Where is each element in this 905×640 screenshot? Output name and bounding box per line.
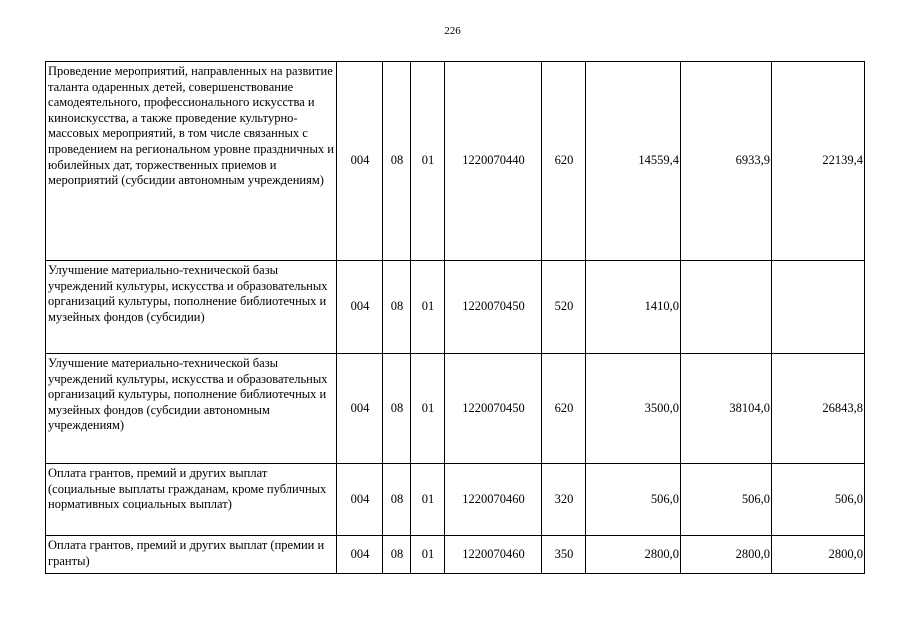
subsection-code: 01	[411, 62, 445, 261]
amount-year-1: 14559,4	[586, 62, 681, 261]
section-code: 08	[383, 464, 411, 536]
amount-year-2: 2800,0	[681, 536, 772, 574]
ministry-code: 004	[337, 354, 383, 464]
budget-table	[45, 61, 865, 574]
section-code: 08	[383, 62, 411, 261]
subsection-code: 01	[411, 536, 445, 574]
ministry-code: 004	[337, 261, 383, 354]
subsection-code: 01	[411, 261, 445, 354]
amount-year-1: 1410,0	[586, 261, 681, 354]
expense-name: Улучшение материально-технической базы учреждений культуры, искусства и образовательных организаций культуры, пополнение библиотечных и музейных фондов (субсидии)	[46, 261, 337, 354]
expense-type-code: 520	[542, 261, 586, 354]
amount-year-2: 38104,0	[681, 354, 772, 464]
section-code: 08	[383, 536, 411, 574]
amount-year-1: 2800,0	[586, 536, 681, 574]
table-row	[46, 62, 865, 261]
table-row	[46, 261, 865, 354]
expense-name: Улучшение материально-технической базы учреждений культуры, искусства и образовательных организаций культуры, пополнение библиотечных и музейных фондов (субсидии автономным учреждениям)	[46, 354, 337, 464]
amount-year-1: 3500,0	[586, 354, 681, 464]
amount-year-2	[681, 261, 772, 354]
subsection-code: 01	[411, 354, 445, 464]
ministry-code: 004	[337, 464, 383, 536]
expense-name: Оплата грантов, премий и других выплат (социальные выплаты гражданам, кроме публичных нормативных социальных выплат)	[46, 464, 337, 536]
expense-name: Проведение мероприятий, направленных на развитие таланта одаренных детей, совершенствование самодеятельного, профессионального искусства и киноискусства, а также проведение культурно-массовых мероприятий, в том числе связанных с проведением на региональном уровне праздничных и юбилейных дат, торжественных приемов и мероприятий (субсидии автономным учреждениям)	[46, 62, 337, 261]
page-number: 226	[444, 25, 461, 37]
amount-year-2: 506,0	[681, 464, 772, 536]
ministry-code: 004	[337, 536, 383, 574]
expense-type-code: 350	[542, 536, 586, 574]
amount-year-2: 6933,9	[681, 62, 772, 261]
ministry-code: 004	[337, 62, 383, 261]
table-row	[46, 354, 865, 464]
section-code: 08	[383, 261, 411, 354]
table-row	[46, 536, 865, 574]
expense-type-code: 320	[542, 464, 586, 536]
target-article-code: 1220070460	[445, 464, 542, 536]
amount-year-3: 506,0	[772, 464, 865, 536]
amount-year-1: 506,0	[586, 464, 681, 536]
amount-year-3: 2800,0	[772, 536, 865, 574]
target-article-code: 1220070460	[445, 536, 542, 574]
subsection-code: 01	[411, 464, 445, 536]
expense-type-code: 620	[542, 62, 586, 261]
target-article-code: 1220070450	[445, 261, 542, 354]
expense-name: Оплата грантов, премий и других выплат (премии и гранты)	[46, 536, 337, 574]
amount-year-3	[772, 261, 865, 354]
target-article-code: 1220070440	[445, 62, 542, 261]
table-row	[46, 464, 865, 536]
amount-year-3: 26843,8	[772, 354, 865, 464]
target-article-code: 1220070450	[445, 354, 542, 464]
expense-type-code: 620	[542, 354, 586, 464]
amount-year-3: 22139,4	[772, 62, 865, 261]
section-code: 08	[383, 354, 411, 464]
